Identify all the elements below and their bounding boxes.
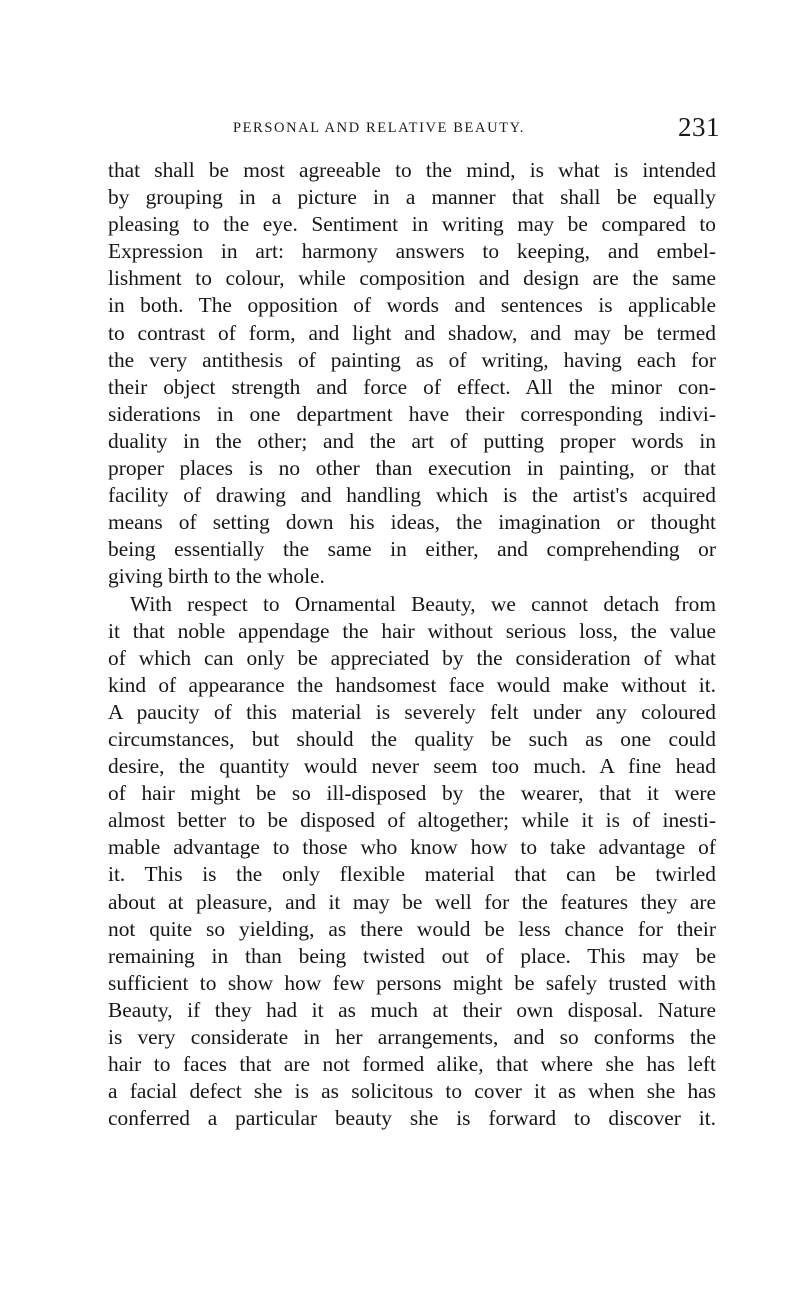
running-header <box>108 112 720 146</box>
text-line: A paucity of this material is severely felt under any coloured <box>108 699 716 724</box>
text-line: about at pleasure, and it may be well for the features they are <box>108 889 716 914</box>
text-line: hair to faces that are not formed alike, that where she has left <box>108 1052 716 1077</box>
text-line: to contrast of form, and light and shadow, and may be termed <box>108 320 716 345</box>
text-line: lishment to colour, while composition and design are the same <box>108 266 716 291</box>
text-line: is very considerate in her arrangements, and so conforms the <box>108 1025 716 1049</box>
text-line: duality in the other; and the art of putting proper words in <box>108 428 716 453</box>
text-line: pleasing to the eye. Sentiment in writing may be compared to <box>108 212 716 237</box>
paragraph-end-line: giving birth to the whole. <box>108 564 325 589</box>
text-line: their object strength and force of effect. All the minor con- <box>108 374 716 399</box>
text-line: siderations in one department have their corresponding indivi- <box>108 401 716 426</box>
body-text <box>108 157 716 1132</box>
text-line: Expression in art: harmony answers to keeping, and embel- <box>108 239 716 264</box>
text-line: Beauty, if they had it as much at their own disposal. Nature <box>108 997 716 1022</box>
text-line: facility of drawing and handling which is the artist's acquired <box>108 483 716 508</box>
paragraph-start-line: With respect to Ornamental Beauty, we cannot detach from <box>130 591 716 616</box>
text-line: in both. The opposition of words and sentences is applicable <box>108 293 716 318</box>
text-line: almost better to be disposed of altogether; while it is of inesti- <box>108 808 716 833</box>
text-line: mable advantage to those who know how to take advantage of <box>108 835 716 860</box>
text-line: by grouping in a picture in a manner that shall be equally <box>108 185 716 210</box>
text-line: of hair might be so ill-disposed by the wearer, that it were <box>108 781 716 806</box>
text-line: that shall be most agreeable to the mind, is what is intended <box>108 158 716 182</box>
text-line: proper places is no other than execution in painting, or that <box>108 456 716 481</box>
page-number: 231 <box>678 112 720 142</box>
text-line: circumstances, but should the quality be such as one could <box>108 726 716 751</box>
text-line: a facial defect she is as solicitous to cover it as when she has <box>108 1079 716 1104</box>
text-line: it that noble appendage the hair without serious loss, the value <box>108 618 716 643</box>
text-line: desire, the quantity would never seem too much. A fine head <box>108 754 716 779</box>
text-line: the very antithesis of painting as of writing, having each for <box>108 347 716 372</box>
running-title: PERSONAL AND RELATIVE BEAUTY. <box>232 120 526 136</box>
text-line: being essentially the same in either, and comprehending or <box>108 537 716 562</box>
text-line: not quite so yielding, as there would be less chance for their <box>108 916 716 941</box>
text-line: sufficient to show how few persons might be safely trusted with <box>108 970 716 995</box>
text-line: it. This is the only flexible material that can be twirled <box>108 862 716 887</box>
text-line: means of setting down his ideas, the imagination or thought <box>108 510 716 535</box>
text-line: kind of appearance the handsomest face would make without it. <box>108 672 716 697</box>
text-line: remaining in than being twisted out of place. This may be <box>108 943 716 968</box>
text-line: conferred a particular beauty she is forward to discover it. <box>108 1106 716 1131</box>
text-line: of which can only be appreciated by the consideration of what <box>108 645 716 670</box>
